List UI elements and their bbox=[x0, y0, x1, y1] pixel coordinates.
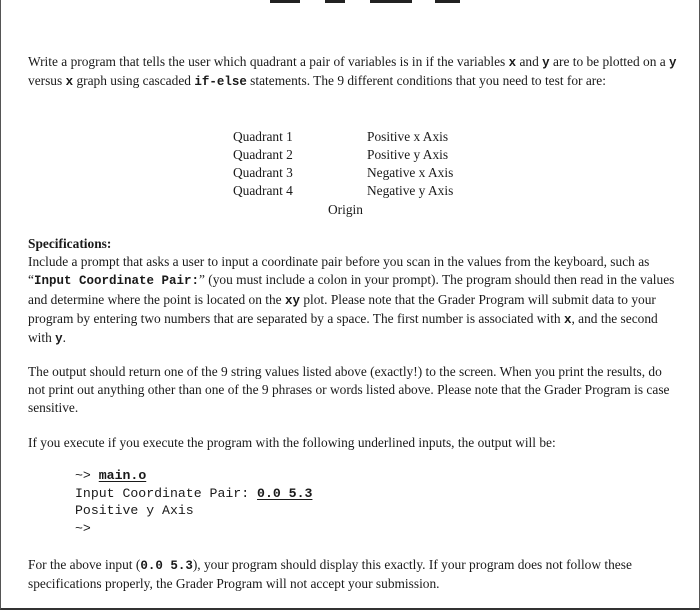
cropped-text-fragment bbox=[270, 0, 470, 4]
condition-quadrant-1: Quadrant 1 bbox=[233, 129, 293, 144]
conditions-right-column bbox=[367, 128, 453, 200]
condition-quadrant-3: Quadrant 3 bbox=[233, 165, 293, 180]
condition-negative-y-axis: Negative y Axis bbox=[367, 183, 454, 198]
condition-quadrant-2: Quadrant 2 bbox=[233, 147, 293, 162]
example-output-line: Positive y Axis bbox=[75, 503, 194, 518]
example-end-prompt: ~> bbox=[75, 520, 91, 536]
example-input-line: Input Coordinate Pair: 0.0 5.3 bbox=[75, 485, 313, 501]
condition-positive-x-axis: Positive x Axis bbox=[367, 129, 449, 144]
conditions-left-column bbox=[233, 128, 293, 200]
specifications-heading: Specifications: bbox=[28, 236, 112, 251]
condition-positive-y-axis: Positive y Axis bbox=[367, 147, 449, 162]
final-paragraph: For the above input (0.0 5.3), your program should display this exactly. If your program does not follow these specifications properly, the Grader Program will not accept your submission. bbox=[28, 557, 632, 592]
example-session bbox=[75, 467, 312, 537]
condition-quadrant-4: Quadrant 4 bbox=[233, 183, 293, 198]
condition-negative-x-axis: Negative x Axis bbox=[367, 165, 454, 180]
condition-origin: Origin bbox=[328, 202, 363, 217]
output-paragraph: The output should return one of the 9 string values listed above (exactly!) to the screen. When you print the results, do not print out anything other than one of the 9 phrases or words listed above. Please note that the Grader Program is case sensitive. bbox=[28, 364, 670, 416]
specifications-paragraph: Specifications: Include a prompt that asks a user to input a coordinate pair before you scan in the values from the keyboard, such as “Input Coordinate Pair:” (you must include a colon in your prompt). The program should then read in the values and determine where the point is located on the xy plot. Please note that the Grader Program will submit data to your program by entering two numbers that are separated by a space. The first number is associated with x, and the second with y. bbox=[28, 236, 675, 347]
example-command-line: ~> main.o bbox=[75, 468, 147, 483]
intro-paragraph: Write a program that tells the user which quadrant a pair of variables is in if the variables x and y are to be plotted on a y versus x graph using cascaded if-else statements. The 9 different conditions that you need to test for are: bbox=[28, 54, 677, 90]
execute-paragraph: If you execute if you execute the program with the following underlined inputs, the output will be: bbox=[28, 435, 556, 450]
